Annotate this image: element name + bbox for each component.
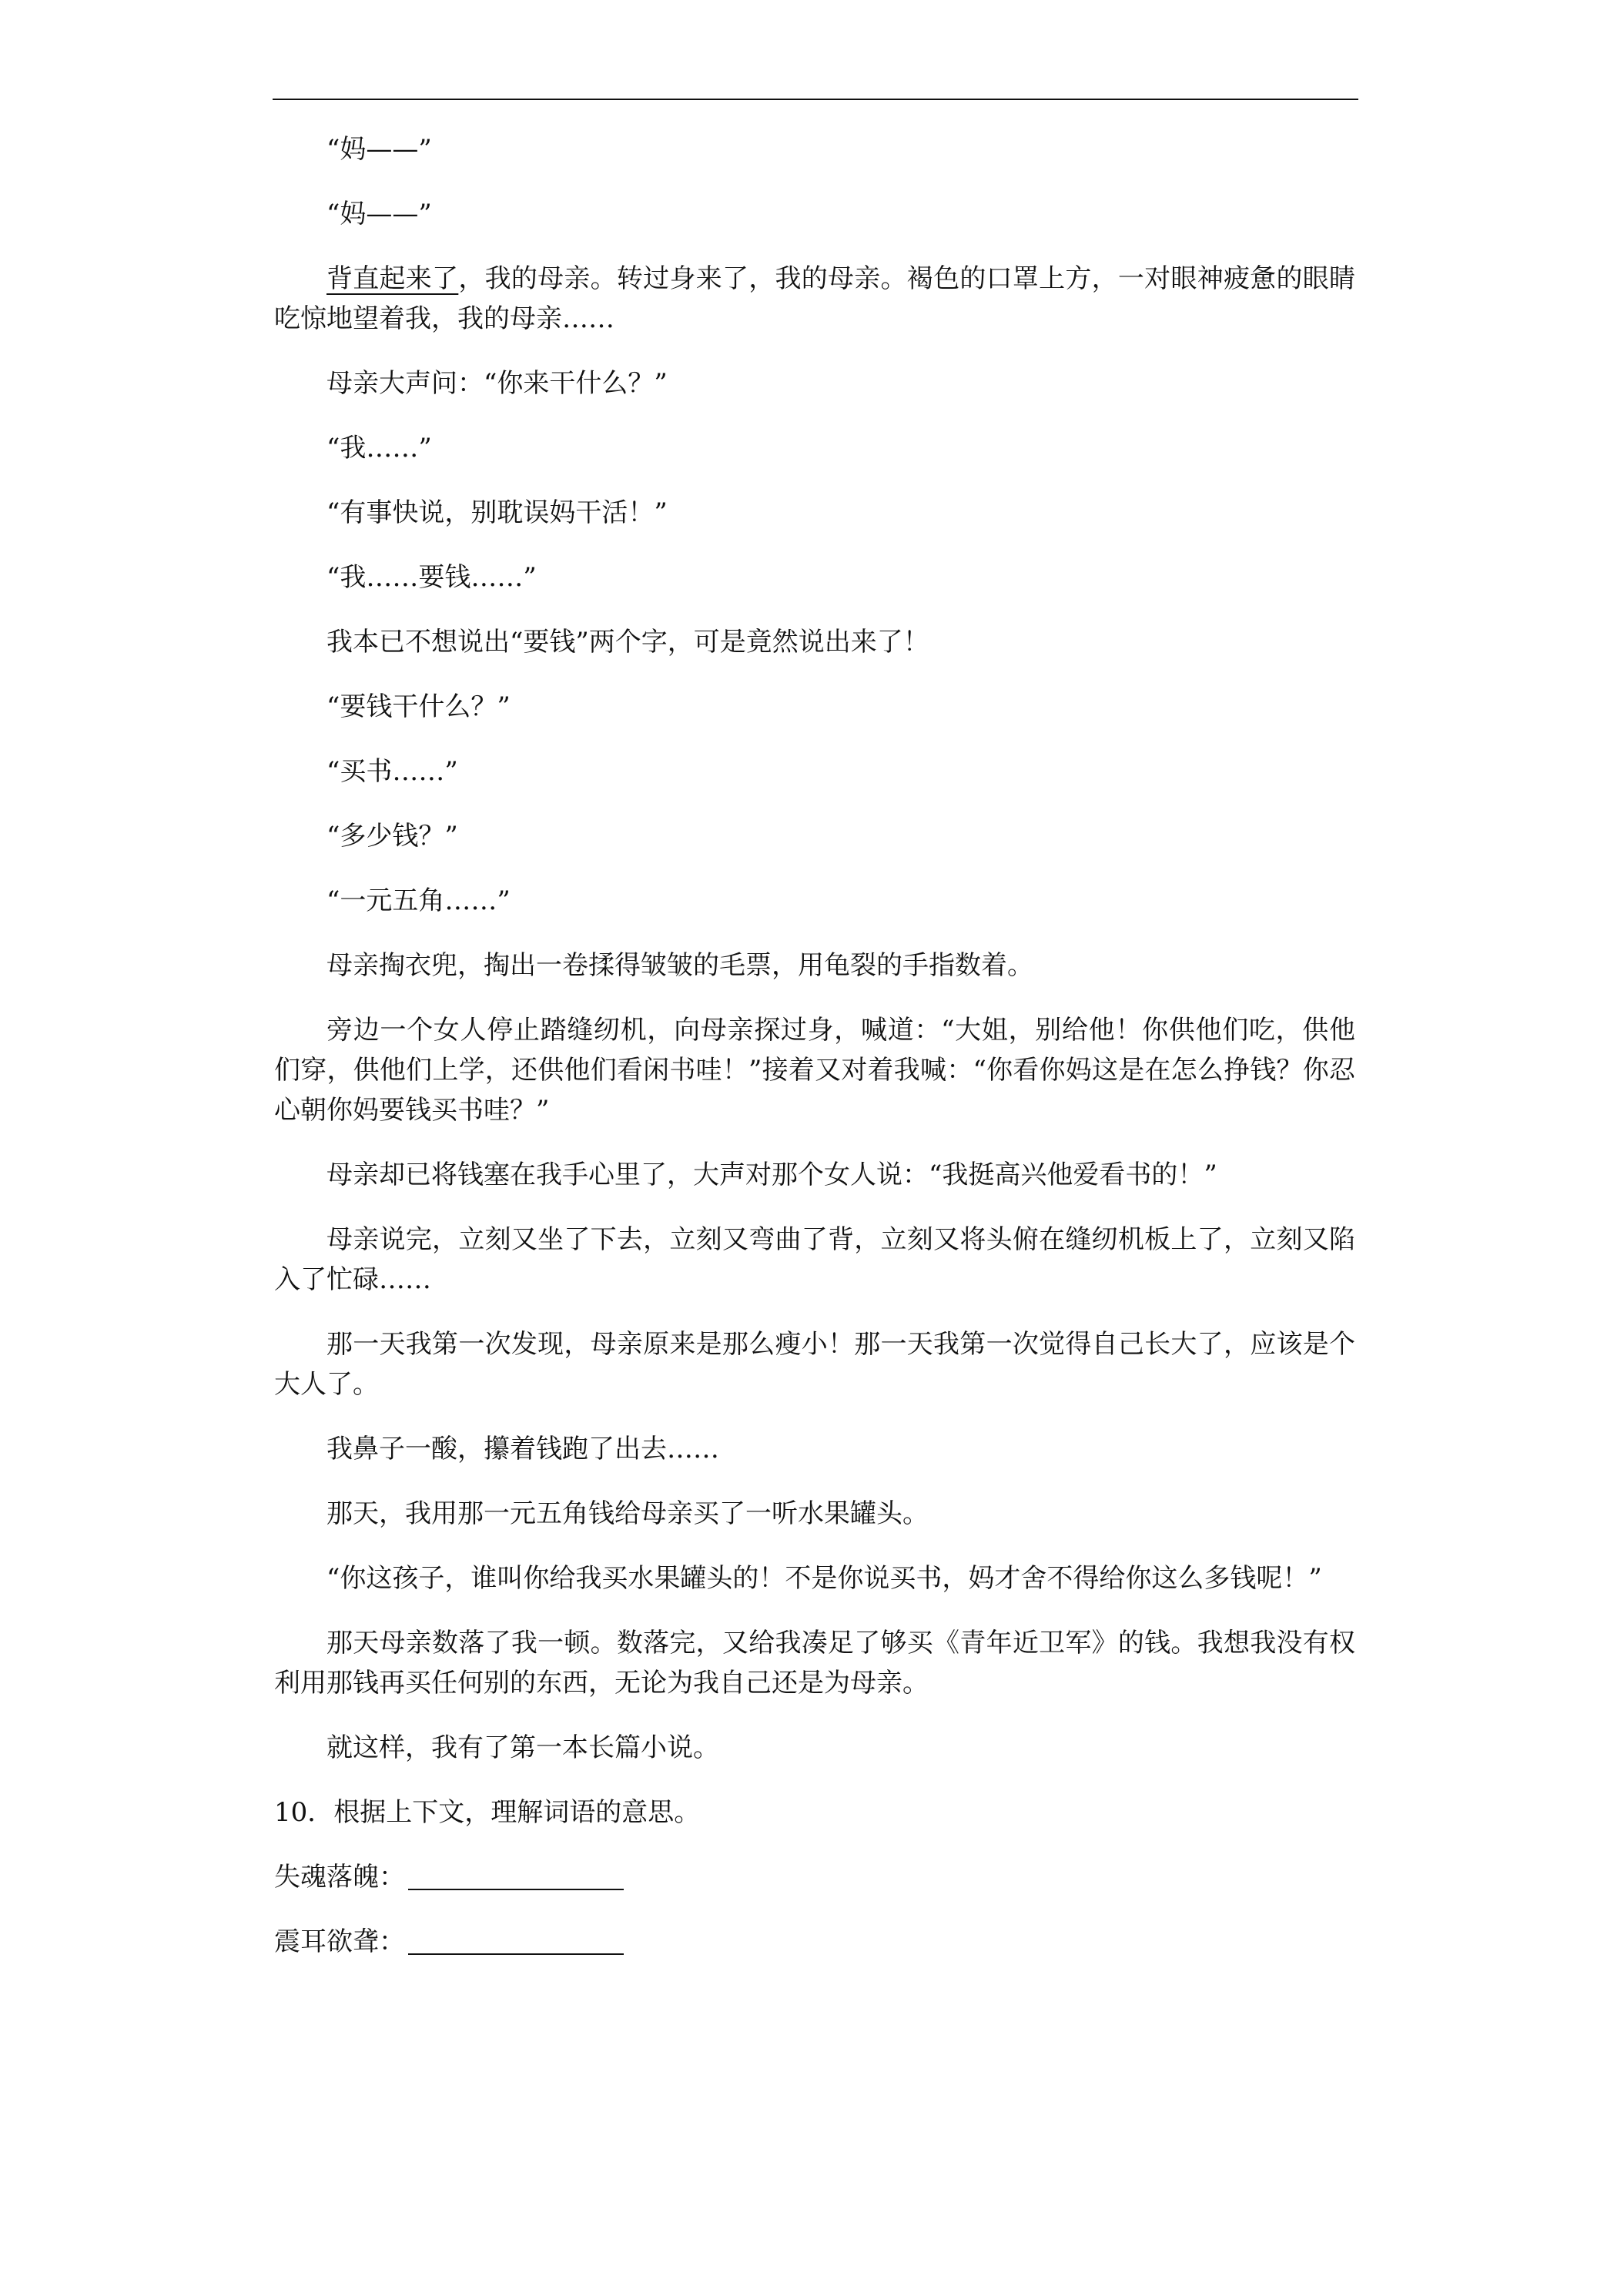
paragraph bbox=[274, 1728, 1355, 1768]
answer-line bbox=[274, 1857, 1355, 1897]
passage bbox=[274, 129, 1355, 1986]
paragraph-text: “妈——” bbox=[326, 134, 432, 165]
paragraph-text: “你这孩子，谁叫你给我买水果罐头的！不是你说买书，妈才舍不得给你这么多钱呢！” bbox=[326, 1563, 1322, 1594]
paragraph bbox=[274, 1010, 1355, 1130]
paragraph-text: 那天，我用那一元五角钱给母亲买了一听水果罐头。 bbox=[326, 1498, 929, 1529]
paragraph-text: 旁边一个女人停止踏缝纫机，向母亲探过身，喊道：“大姐，别给他！你供他们吃，供他们穿，供他们上学，还供他们看闲书哇！”接着又对着我喊：“你看你妈这是在怎么挣钱？你忍心朝你妈要钱买书哇？” bbox=[274, 1015, 1355, 1126]
paragraph bbox=[274, 1494, 1355, 1534]
paragraph bbox=[274, 194, 1355, 234]
paragraph-text: 那天母亲数落了我一顿。数落完，又给我凑足了够买《青年近卫军》的钱。我想我没有权利用那钱再买任何别的东西，无论为我自己还是为母亲。 bbox=[274, 1628, 1355, 1699]
paragraph bbox=[274, 1155, 1355, 1195]
question-prompt bbox=[274, 1792, 1355, 1832]
paragraph-text: “妈——” bbox=[326, 199, 432, 229]
paragraph bbox=[274, 493, 1355, 533]
answer-label: 震耳欲聋： bbox=[274, 1926, 405, 1957]
paragraph-text: 母亲说完，立刻又坐了下去，立刻又弯曲了背，立刻又将头俯在缝纫机板上了，立刻又陷入了忙碌…… bbox=[274, 1224, 1355, 1295]
paragraph-text: “我……要钱……” bbox=[326, 562, 537, 593]
paragraph bbox=[274, 1558, 1355, 1598]
paragraph bbox=[274, 1324, 1355, 1404]
paragraph-text: 我鼻子一酸，攥着钱跑了出去…… bbox=[326, 1434, 719, 1464]
paragraph-text: 母亲大声问：“你来干什么？” bbox=[326, 368, 668, 399]
answer-blank[interactable] bbox=[408, 1863, 624, 1890]
paragraph bbox=[274, 1220, 1355, 1300]
paragraph-text: “要钱干什么？” bbox=[326, 691, 511, 722]
paragraph bbox=[274, 881, 1355, 921]
paragraph-text: 那一天我第一次发现，母亲原来是那么瘦小！那一天我第一次觉得自己长大了，应该是个大人了。 bbox=[274, 1329, 1355, 1400]
question-number: 10． bbox=[274, 1797, 334, 1828]
paragraph bbox=[274, 751, 1355, 792]
answer-blank[interactable] bbox=[408, 1927, 624, 1955]
paragraph bbox=[274, 622, 1355, 662]
paragraph bbox=[274, 557, 1355, 597]
question-text: 根据上下文，理解词语的意思。 bbox=[333, 1797, 701, 1828]
paragraph-text: 母亲掏衣兜，掏出一卷揉得皱皱的毛票，用龟裂的手指数着。 bbox=[326, 950, 1033, 981]
paragraph-text: 我本已不想说出“要钱”两个字，可是竟然说出来了！ bbox=[326, 627, 929, 658]
paragraph-text: “我……” bbox=[326, 433, 432, 464]
paragraph bbox=[274, 259, 1355, 339]
paragraph-text: 母亲却已将钱塞在我手心里了，大声对那个女人说：“我挺高兴他爱看书的！” bbox=[326, 1160, 1217, 1190]
paragraph bbox=[274, 1623, 1355, 1703]
paragraph bbox=[274, 946, 1355, 986]
paragraph bbox=[274, 687, 1355, 727]
paragraph-text: “有事快说，别耽误妈干活！” bbox=[326, 497, 668, 528]
header-rule bbox=[273, 99, 1358, 100]
paragraph bbox=[274, 428, 1355, 468]
paragraph-text: “多少钱？” bbox=[326, 821, 458, 852]
paragraph-text: “买书……” bbox=[326, 756, 458, 787]
paragraph-text: 就这样，我有了第一本长篇小说。 bbox=[326, 1732, 719, 1763]
answer-label: 失魂落魄： bbox=[274, 1862, 405, 1893]
paragraph bbox=[274, 1429, 1355, 1469]
paragraph-text: “一元五角……” bbox=[326, 885, 511, 916]
answer-line bbox=[274, 1922, 1355, 1962]
underlined-phrase: 背直起来了 bbox=[326, 263, 459, 294]
paragraph bbox=[274, 363, 1355, 403]
paragraph bbox=[274, 129, 1355, 169]
paragraph bbox=[274, 816, 1355, 856]
paragraph-text: ，我的母亲。转过身来了，我的母亲。褐色的口罩上方，一对眼神疲惫的眼睛吃惊地望着我，我的母亲…… bbox=[274, 263, 1356, 334]
